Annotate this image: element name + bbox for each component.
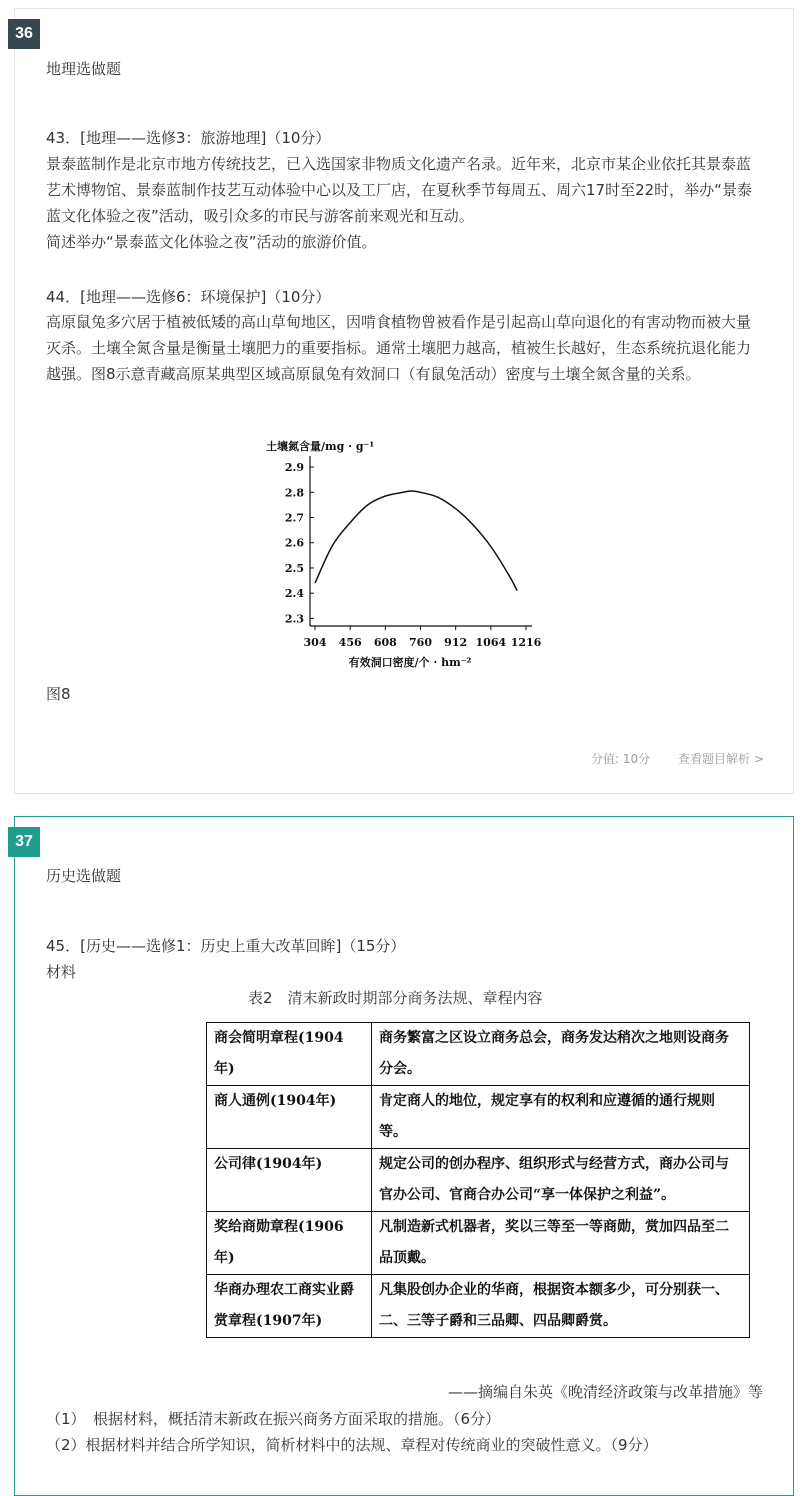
x-tick-label: 912: [444, 636, 468, 649]
question-43-ask: 简述举办“景泰蓝文化体验之夜”活动的旅游价值。: [46, 233, 377, 251]
view-analysis-link[interactable]: 查看题目解析 >: [678, 752, 764, 766]
nitrogen-curve: [315, 491, 517, 591]
question-card-36: [14, 8, 794, 794]
regulation-content: 凡集股创办企业的华商，根据资本额多少，可分别获一、二、三等子爵和三品卿、四品卿爵赏。: [372, 1275, 750, 1338]
y-tick-label: 2.3: [284, 612, 304, 626]
y-tick-label: 2.5: [284, 561, 304, 575]
y-tick-label: 2.4: [284, 587, 304, 601]
table-caption: 表2 清末新政时期部分商务法规、章程内容: [248, 989, 543, 1007]
question-card-37: [14, 816, 794, 1496]
question-number-badge: 37: [8, 827, 40, 857]
table-row: [207, 1275, 750, 1338]
regulation-name: 公司律(1904年): [207, 1149, 372, 1212]
y-tick-label: 2.6: [284, 536, 304, 550]
y-axis: [285, 456, 314, 626]
material-label: 材料: [46, 963, 77, 981]
figure-caption: 图8: [46, 685, 71, 703]
regulation-content: 商务繁富之区设立商务总会，商务发达稍次之地则设商务分会。: [372, 1023, 750, 1086]
regulation-content: 肯定商人的地位，规定享有的权利和应遵循的通行规则等。: [372, 1086, 750, 1149]
table-row: [207, 1149, 750, 1212]
x-axis: [304, 626, 542, 649]
score-label: 分值: 10分: [591, 752, 651, 766]
question-number-badge: 36: [8, 19, 40, 49]
regulations-table: [206, 1022, 750, 1338]
regulation-name: 华商办理农工商实业爵赏章程(1907年): [207, 1275, 372, 1338]
regulation-content: 凡制造新式机器者，奖以三等至一等商勋，赏加四品至二品顶戴。: [372, 1212, 750, 1275]
question-44-title: 44．[地理——选修6：环境保护]（10分）: [46, 288, 331, 306]
table-row: [207, 1023, 750, 1086]
question-45-title: 45．[历史——选修1：历史上重大改革回眸]（15分）: [46, 937, 406, 955]
x-tick-label: 1216: [510, 636, 542, 649]
x-tick-label: 608: [373, 636, 397, 649]
x-tick-label: 304: [303, 636, 327, 649]
x-axis-label: 有效洞口密度/个 · hm⁻²: [348, 656, 472, 669]
regulation-content: 规定公司的创办程序、组织形式与经营方式，商办公司与官办公司、官商合办公司“享一体保护之利益”。: [372, 1149, 750, 1212]
sub-question-1: （1） 根据材料，概括清末新政在振兴商务方面采取的措施。（6分）: [46, 1410, 501, 1428]
sub-question-2: （2）根据材料并结合所学知识，简析材料中的法规、章程对传统商业的突破性意义。（9分）: [46, 1436, 658, 1454]
section-title: 地理选做题: [46, 60, 122, 78]
x-tick-label: 1064: [475, 636, 507, 649]
source-citation: ——摘编自朱英《晚清经济政策与改革措施》等: [447, 1383, 763, 1401]
question-43-title: 43．[地理——选修3：旅游地理]（10分）: [46, 129, 331, 147]
y-axis-label: 土壤氮含量/mg · g⁻¹: [266, 440, 375, 453]
section-title: 历史选做题: [46, 867, 122, 885]
x-tick-label: 456: [338, 636, 362, 649]
x-tick-label: 760: [409, 636, 432, 649]
question-43-body: 景泰蓝制作是北京市地方传统技艺，已入选国家非物质文化遗产名录。近年来，北京市某企业依托其景泰蓝艺术博物馆、景泰蓝制作技艺互动体验中心以及工厂店，在夏秋季节每周五、周六17时至22时，举办“景泰蓝文化体验之夜”活动，吸引众多的市民与游客前来观光和互动。: [46, 155, 752, 225]
regulation-name: 商会简明章程(1904年): [207, 1023, 372, 1086]
y-tick-label: 2.9: [284, 461, 304, 475]
y-tick-label: 2.7: [284, 511, 304, 525]
table-row: [207, 1212, 750, 1275]
y-tick-label: 2.8: [284, 486, 304, 500]
question-44-body: 高原鼠兔多穴居于植被低矮的高山草甸地区，因啃食植物曾被看作是引起高山草向退化的有害动物而被大量灭杀。土壤全氮含量是衡量土壤肥力的重要指标。通常土壤肥力越高，植被生长越好，生态系统抗退化能力越强。图8示意青藏高原某典型区域高原鼠兔有效洞口（有鼠兔活动）密度与土壤全氮含量的关系。: [46, 313, 752, 383]
regulation-name: 商人通例(1904年): [207, 1086, 372, 1149]
regulation-name: 奖给商勋章程(1906年): [207, 1212, 372, 1275]
table-row: [207, 1086, 750, 1149]
figure-8-chart: [245, 429, 545, 669]
